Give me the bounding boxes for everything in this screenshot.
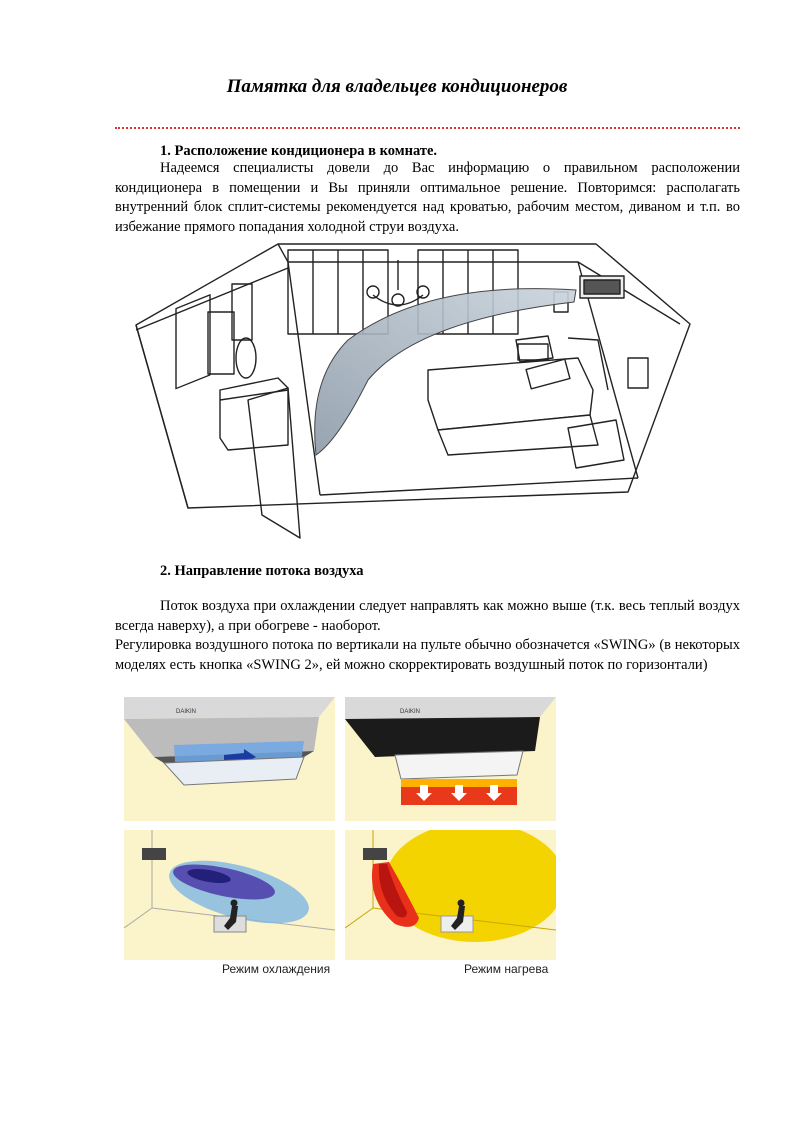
cooling-mode-room <box>124 830 335 960</box>
heating-mode-room <box>345 830 556 960</box>
louver-heating-figure <box>345 697 556 821</box>
louver-cooling-figure <box>124 697 335 821</box>
svg-text:DAIKIN: DAIKIN <box>400 709 421 715</box>
section1-text: Надеемся специалисты довели до Вас информацию о правильном расположении кондиционера в помещении и Вы приняли оптимальное решение. Повторимся: располагать внутренний блок сплит-системы рекомендуется над кроватью, рабочим местом, диваном и т.п. во избежание прямого попадания холодной струи воздуха. <box>115 160 740 235</box>
dotted-divider <box>115 127 740 129</box>
section2-text1: Поток воздуха при охлаждении следует направлять как можно выше (т.к. весь теплый воздух всегда наверху), а при обогреве - наоборот. <box>115 598 740 634</box>
caption-heating: Режим нагрева <box>464 962 549 976</box>
bedroom-ac-illustration <box>128 240 700 540</box>
svg-text:DAIKIN: DAIKIN <box>176 709 197 715</box>
section2-text2: Регулировка воздушного потока по вертикали на пульте обычно обозначется «SWING» (в некоторых моделях есть кнопка «SWING 2», ей можно скорректировать воздушный поток по горизонтали) <box>115 637 740 673</box>
caption-cooling: Режим охлаждения <box>222 962 331 976</box>
section2-heading: 2. Направление потока воздуха <box>160 563 364 579</box>
page-title: Памятка для владельцев кондиционеров <box>226 76 568 97</box>
section1-heading: 1. Расположение кондиционера в комнате. <box>160 143 438 159</box>
